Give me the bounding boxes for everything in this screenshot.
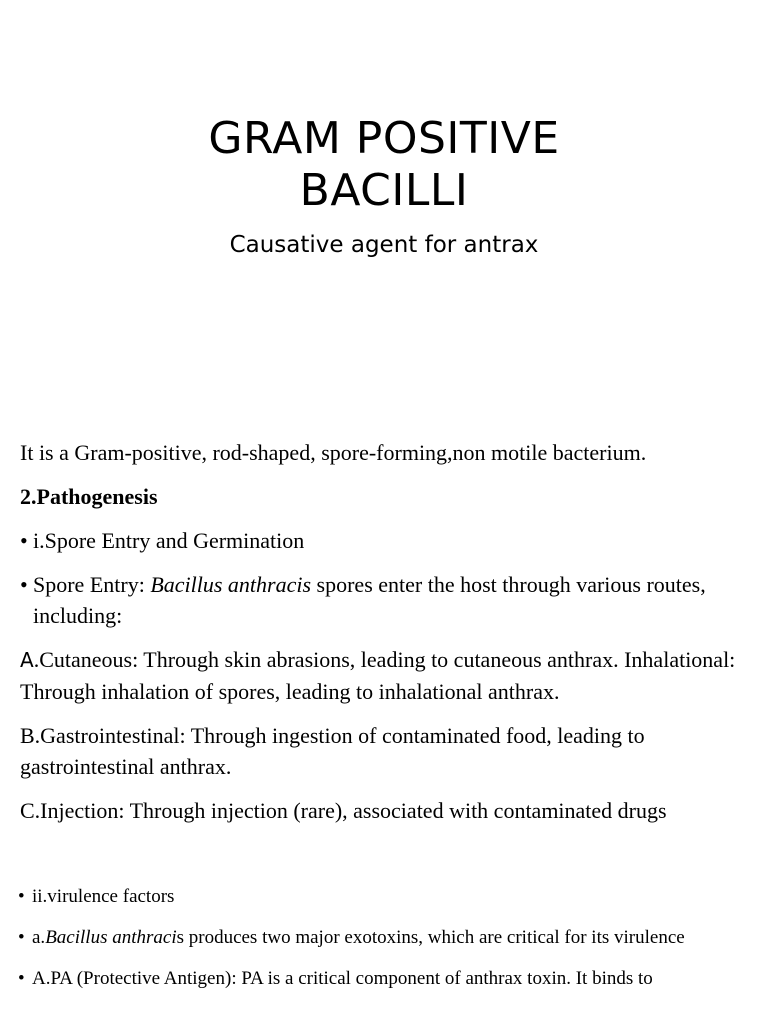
bullet-text: i.Spore Entry and Germination [33,528,305,553]
species-name: Bacillus anthracis [150,572,312,597]
bullet-dot: • [20,572,28,597]
bullet-exotoxins [18,925,753,951]
slide-subtitle: Causative agent for antrax [229,232,539,258]
pathogenesis-slide [20,437,755,839]
species-name: Bacillus anthraci [45,927,177,948]
bullet-virulence-factors [18,884,753,910]
pathogenesis-heading: 2.Pathogenesis [20,484,158,509]
bullet-dot: • [18,968,25,989]
slide-title [0,113,768,217]
bullet-protective-antigen [18,966,753,992]
bullet-dot: • [18,886,25,907]
route-injection: C.Injection: Through injection (rare), associated with contaminated drugs [20,798,667,823]
bullet-dot: • [18,927,25,948]
bullet-text: Spore Entry: Bacillus anthracis spores enter the host through various routes, including: [33,572,706,628]
route-cutaneous-inhalational: A.Cutaneous: Through skin abrasions, leading to cutaneous anthrax. Inhalational: Through inhalation of spores, leading to inhalational anthrax. [20,647,736,704]
intro-paragraph: It is a Gram-positive, rod-shaped, spore-forming,non motile bacterium. [20,440,647,465]
title-line-2: BACILLI [299,165,469,216]
route-gastrointestinal: B.Gastrointestinal: Through ingestion of contaminated food, leading to gastrointestinal anthrax. [20,723,645,779]
bullet-text: a.Bacillus anthracis produces two major exotoxins, which are critical for its virulence [32,927,685,948]
bullet-spore-entry [20,569,755,631]
bullet-spore-entry-germination [20,525,755,556]
bullet-text: A.PA (Protective Antigen): PA is a critical component of anthrax toxin. It binds to [32,968,653,989]
bullet-text: ii.virulence factors [32,886,175,907]
title-line-1: GRAM POSITIVE [208,113,560,164]
bullet-dot: • [20,528,28,553]
virulence-slide [18,884,753,1007]
